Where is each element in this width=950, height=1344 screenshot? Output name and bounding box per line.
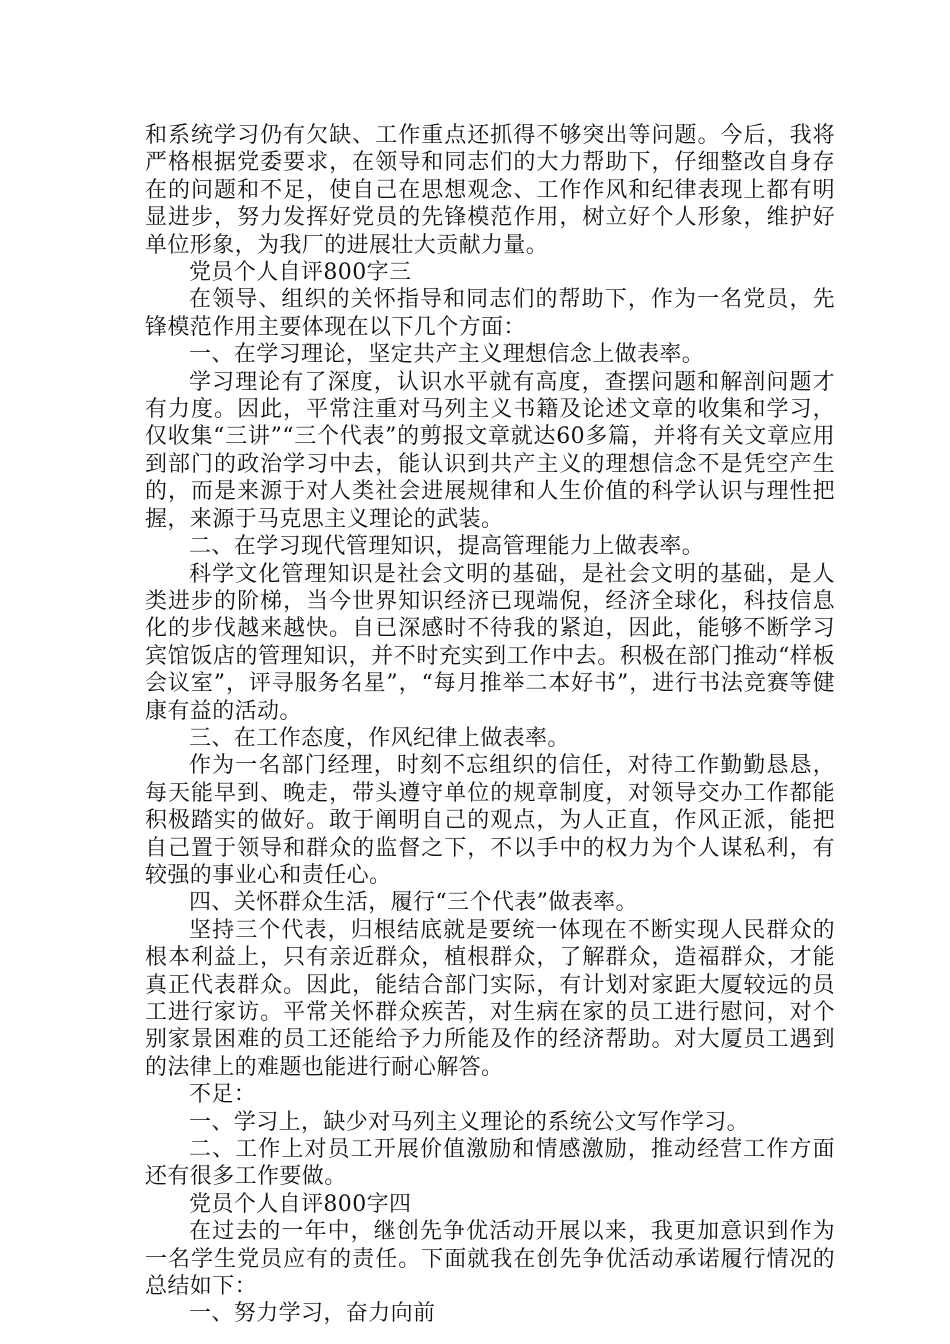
- shortcoming-item-2: 二、工作上对员工开展价值激励和情感激励，推动经营工作方面还有很多工作要做。: [145, 1137, 835, 1190]
- section-heading-four: 党员个人自评800字四: [189, 1191, 412, 1217]
- shortcoming-item-1: 一、学习上，缺少对马列主义理论的系统公文写作学习。: [189, 1109, 750, 1135]
- paragraph: 科学文化管理知识是社会文明的基础，是社会文明的基础，是人类进步的阶梯，当今世界知识经济已现端倪，经济全球化，科技信息化的步伐越来越快。自已深感时不待我的紧迫，因此，能够不断学习宾馆饭店的管理知识，并不时充实到工作中去。积极在部门推动“样板会议室”，评寻服务名星”，“每月推举二本好书”，进行书法竞赛等健康有益的活动。: [145, 561, 835, 724]
- point-heading-1: 一、在学习理论，坚定共产主义理想信念上做表率。: [189, 342, 705, 368]
- paragraph: 在领导、组织的关怀指导和同志们的帮助下，作为一名党员，先锋模范作用主要体现在以下几个方面：: [145, 287, 835, 340]
- point-heading-4: 四、关怀群众生活，履行“三个代表”做表率。: [189, 890, 638, 916]
- document-page: [145, 122, 835, 1328]
- point-heading-2: 二、在学习现代管理知识，提高管理能力上做表率。: [189, 534, 705, 560]
- shortcomings-heading: 不足：: [189, 1082, 257, 1108]
- paragraph: 在过去的一年中，继创先争优活动开展以来，我更加意识到作为一名学生党员应有的责任。下面就我在创先争优活动承诺履行情况的总结如下：: [145, 1219, 835, 1300]
- paragraph-continued: 和系统学习仍有欠缺、工作重点还抓得不够突出等问题。今后，我将严格根据党委要求，在领导和同志们的大力帮助下，仔细整改自身存在的问题和不足，使自己在思想观念、工作作风和纪律表现上都有明显进步，努力发挥好党员的先锋模范作用，树立好个人形象，维护好单位形象，为我厂的进展壮大贡献力量。: [145, 123, 835, 258]
- section-heading-three: 党员个人自评800字三: [189, 260, 412, 286]
- point-heading-3: 三、在工作态度，作风纪律上做表率。: [189, 725, 570, 751]
- paragraph: 学习理论有了深度，认识水平就有高度，查摆问题和解剖问题才有力度。因此，平常注重对马列主义书籍及论述文章的收集和学习，仅收集“三讲”“三个代表”的剪报文章就达60多篇，并将有关文章应用到部门的政治学习中去，能认识到共产主义的理想信念不是凭空产生的，而是来源于对人类社会进展规律和人生价值的科学认识与理性把握，来源于马克思主义理论的武装。: [145, 369, 835, 532]
- paragraph: 坚持三个代表，归根结底就是要统一体现在不断实现人民群众的根本利益上，只有亲近群众，植根群众，了解群众，造福群众，才能真正代表群众。因此，能结合部门实际，有计划对家距大厦较远的员工进行家访。平常关怀群众疾苦，对生病在家的员工进行慰问，对个别家景困难的员工还能给予力所能及作的经济帮助。对大厦员工遇到的法律上的难题也能进行耐心解答。: [145, 917, 835, 1080]
- paragraph: 作为一名部门经理，时刻不忘组织的信任，对待工作勤勤恳恳，每天能早到、晚走，带头遵守单位的规章制度，对领导交办工作都能积极踏实的做好。敢于阐明自己的观点，为人正直，作风正派，能把自己置于领导和群众的监督之下，不以手中的权力为个人谋私利，有较强的事业心和责任心。: [145, 753, 835, 888]
- point-heading-1: 一、努力学习，奋力向前: [189, 1301, 436, 1327]
